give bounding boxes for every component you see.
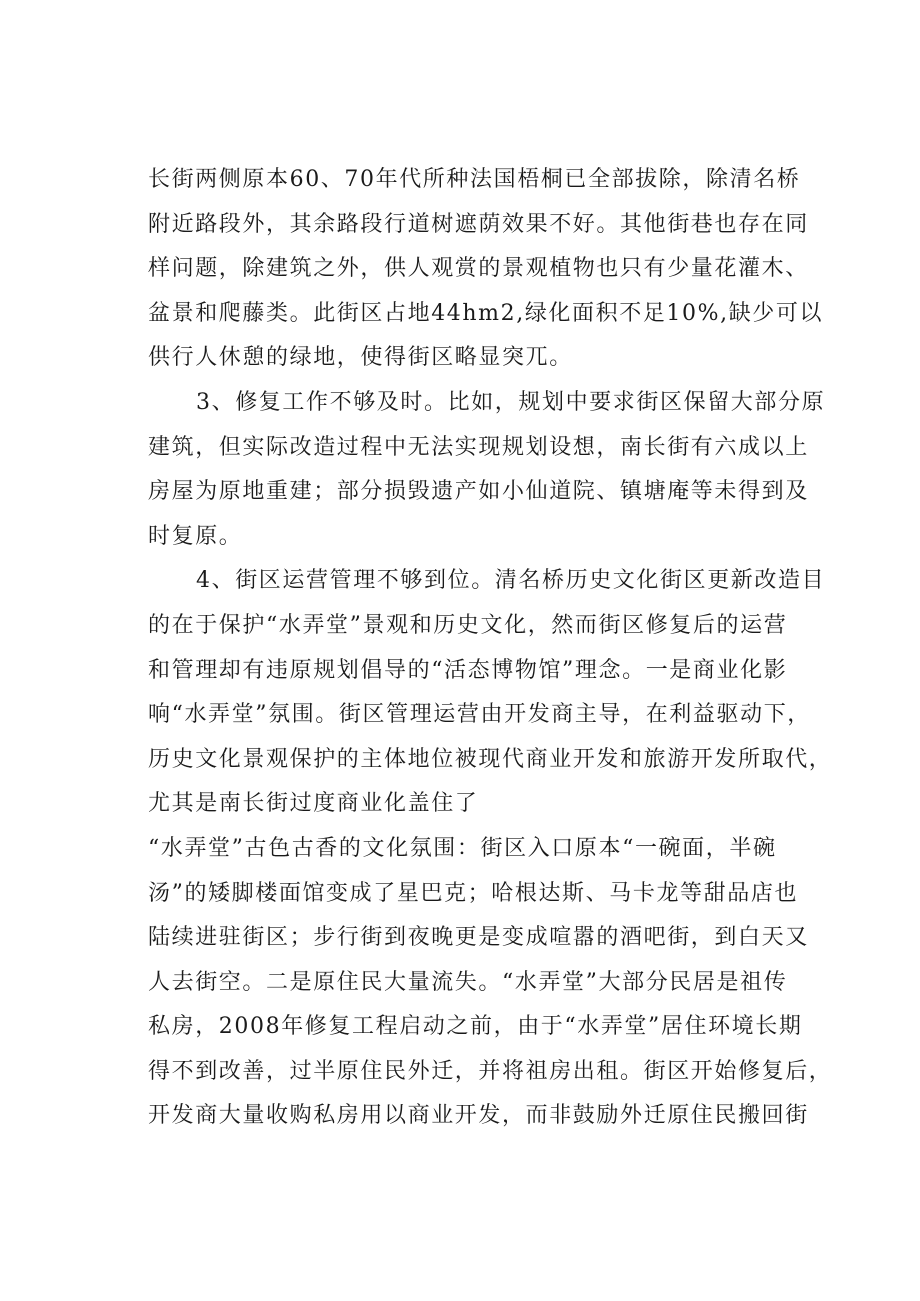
text-line: 人去街空。二是原住民大量流失。“水弄堂”大部分民居是祖传 — [148, 969, 788, 995]
text-line: 得不到改善，过半原住民外迁，并将祖房出租。街区开始修复后， — [148, 1058, 833, 1084]
text-line: 尤其是南长街过度商业化盖住了 — [148, 791, 479, 817]
text-line: 私房，2008年修复工程启动之前，由于“水弄堂”居住环境长期 — [148, 1014, 803, 1040]
text-line: 响“水弄堂”氛围。街区管理运营由开发商主导，在利益驱动下， — [148, 702, 811, 728]
text-line: 时复原。 — [148, 523, 243, 549]
text-line: 长街两侧原本60、70年代所种法国梧桐已全部拔除，除清名桥 — [148, 167, 801, 192]
text-line: 样问题，除建筑之外，供人观赏的景观植物也只有少量花灌木、 — [148, 256, 809, 282]
text-line: “水弄堂”古色古香的文化氛围：街区入口原本“一碗面，半碗 — [148, 835, 777, 861]
body-text — [148, 158, 833, 1139]
text-line: 陆续进驻街区；步行街到夜晚更是变成喧嚣的酒吧街，到白天又 — [148, 925, 809, 951]
text-line: 供行人休憩的绿地，使得街区略显突兀。 — [148, 345, 573, 371]
text-line: 的在于保护“水弄堂”景观和历史文化，然而街区修复后的运营 — [148, 612, 788, 638]
text-line: 开发商大量收购私房用以商业开发，而非鼓励外迁原住民搬回街 — [148, 1103, 809, 1129]
text-line: 建筑，但实际改造过程中无法实现规划设想，南长街有六成以上 — [148, 434, 809, 460]
text-line: 和管理却有违原规划倡导的“活态博物馆”理念。一是商业化影 — [148, 657, 788, 683]
text-line: 盆景和爬藤类。此街区占地44hm2,绿化面积不足10%,缺少可以 — [148, 300, 824, 326]
text-line: 房屋为原地重建；部分损毁遗产如小仙道院、镇塘庵等未得到及 — [148, 479, 809, 505]
paragraph-heading-3: 3、修复工作不够及时。比如，规划中要求街区保留大部分原 — [196, 389, 826, 415]
text-line: 附近路段外，其余路段行道树遮荫效果不好。其他街巷也存在同 — [148, 211, 809, 237]
paragraph-heading-4: 4、街区运营管理不够到位。清名桥历史文化街区更新改造目 — [196, 568, 826, 594]
text-line: 汤”的矮脚楼面馆变成了星巴克；哈根达斯、马卡龙等甜品店也 — [148, 880, 799, 906]
text-line: 历史文化景观保护的主体地位被现代商业开发和旅游开发所取代， — [148, 746, 833, 772]
